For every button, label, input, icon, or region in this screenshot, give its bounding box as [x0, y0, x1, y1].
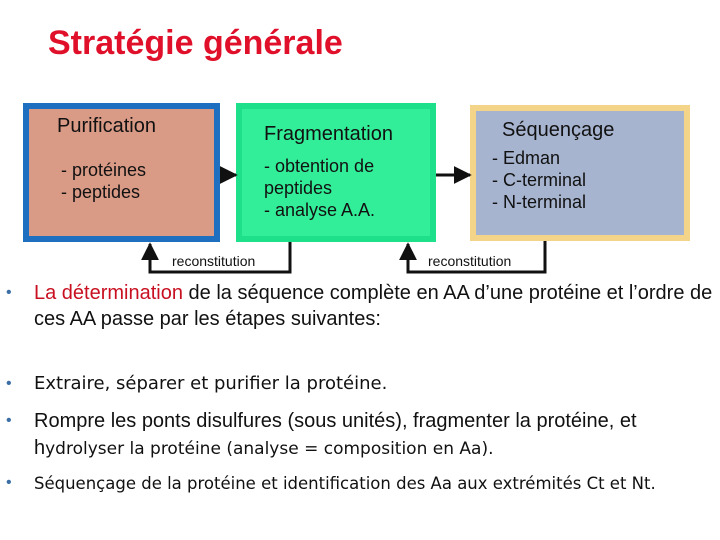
reconstitution-label: reconstitution [172, 253, 256, 269]
fragmentation-heading: Fragmentation [264, 123, 393, 145]
bullet-text [34, 408, 720, 463]
bullet-text-part: ydrolyser la protéine (analyse = composition en Aa). [45, 439, 494, 459]
sequencage-line: - C-terminal [492, 170, 587, 190]
bullet-text-rest: de la séquence complète en AA d’une protéine et l’ordre de ces AA passe par les étapes suivantes: [34, 282, 713, 330]
highlight-text: La détermination [34, 282, 183, 304]
fragmentation-line: - analyse A.A. [264, 200, 376, 220]
bullet-text-part: Rompre les ponts disulfures (sous unités), fragmenter la protéine, et h [34, 410, 637, 459]
reconstitution-label: reconstitution [428, 253, 512, 269]
bullet-dot: • [6, 375, 12, 392]
sequencage-line: - Edman [492, 148, 561, 168]
bullet-text: Séquençage de la protéine et identification des Aa aux extrémités Ct et Nt. [34, 474, 656, 493]
bullet-dot: • [6, 412, 12, 429]
fragmentation-line: - obtention de [264, 156, 375, 176]
sequencage-heading: Séquençage [502, 119, 615, 141]
bullet-dot: • [6, 284, 12, 301]
sequencage-line: - N-terminal [492, 192, 587, 212]
purification-heading: Purification [57, 115, 156, 137]
fragmentation-line: peptides [264, 178, 333, 198]
slide-title: Stratégie générale [48, 24, 343, 62]
bullet-text: Extraire, séparer et purifier la protéine. [34, 373, 388, 394]
purification-line: - protéines [61, 160, 147, 180]
bullet-dot: • [6, 474, 12, 491]
purification-line: - peptides [61, 182, 141, 202]
bullet-text [34, 280, 720, 332]
